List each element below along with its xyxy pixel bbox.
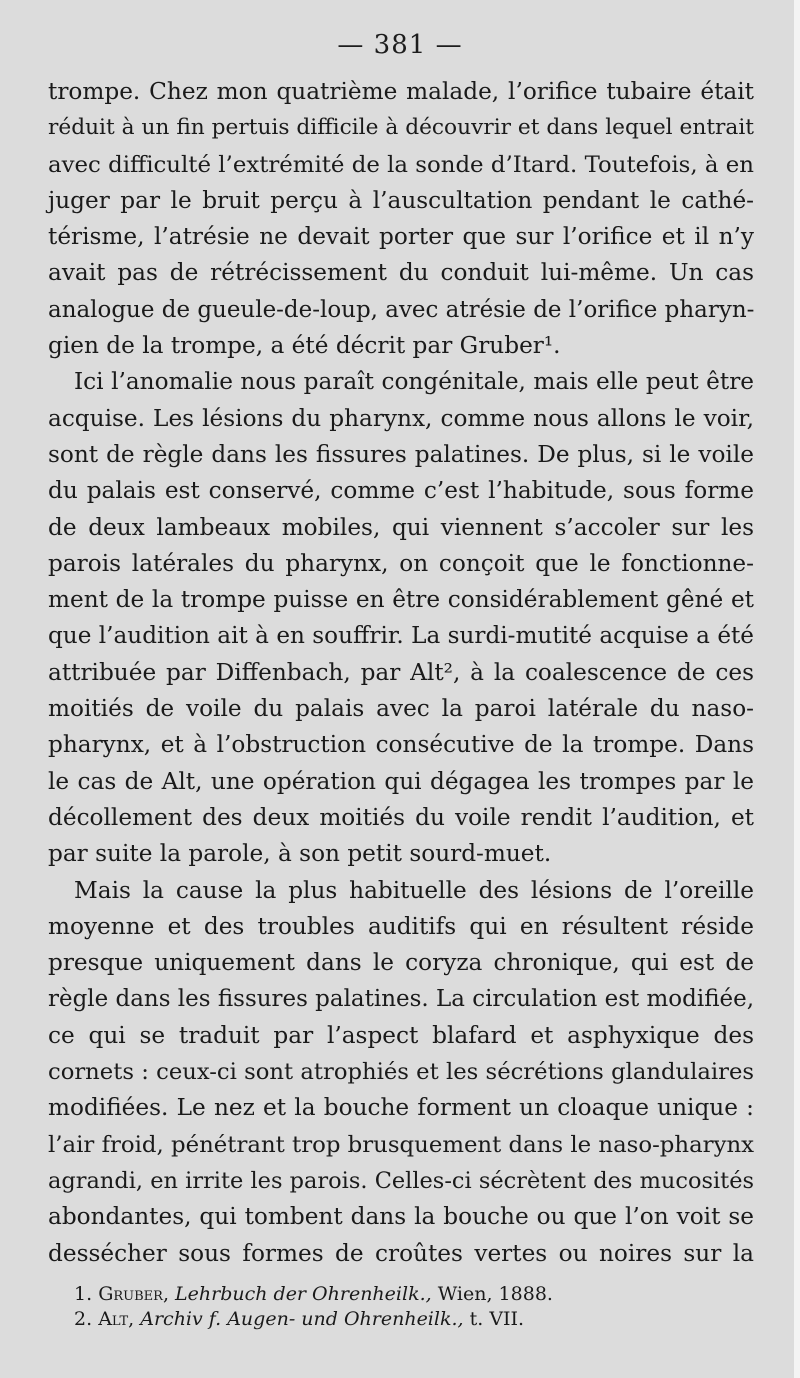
footnote (74, 1282, 754, 1307)
footnote-details: Wien, 1888. (437, 1283, 553, 1305)
text-line: acquise. Les lésions du pharynx, comme nous allons le voir, (48, 404, 754, 432)
text-line: Mais la cause la plus habituelle des lésions de l’oreille (74, 876, 754, 904)
footnote-details: t. VII. (469, 1308, 525, 1330)
text-line: ment de la trompe puisse en être considérablement gêné et (48, 586, 754, 614)
footnote-title: Archiv f. Augen- und Ohrenheilk., (140, 1308, 464, 1330)
text-line: modifiées. Le nez et la bouche forment un cloaque unique : (48, 1094, 754, 1122)
text-line: térisme, l’atrésie ne devait porter que sur l’orifice et il n’y (48, 223, 754, 251)
text-line: avec difficulté l’extrémité de la sonde d’Itard. Toutefois, à en (48, 151, 754, 178)
page-edge (794, 0, 800, 1378)
text-line: agrandi, en irrite les parois. Celles-ci sécrètent des mucosités (48, 1167, 754, 1194)
footnote-author: Alt, (98, 1308, 135, 1330)
footnote-title: Lehrbuch der Ohrenheilk., (175, 1283, 432, 1305)
footnotes (74, 1282, 754, 1332)
text-line: décollement des deux moitiés du voile rendit l’audition, et (48, 803, 754, 831)
text-line: cornets : ceux-ci sont atrophiés et les sécrétions glandulaires (48, 1059, 754, 1086)
text-line: moitiés de voile du palais avec la paroi latérale du naso- (48, 695, 754, 723)
text-line: pharynx, et à l’obstruction consécutive de la trompe. Dans (48, 731, 754, 759)
text-line: trompe. Chez mon quatrième malade, l’orifice tubaire était (48, 78, 754, 105)
text-line: parois latérales du pharynx, on conçoit que le fonctionne- (48, 549, 754, 577)
text-line: que l’audition ait à en souffrir. La surdi-mutité acquise a été (48, 623, 754, 650)
footnote-number: 2. (74, 1308, 93, 1330)
text-line: le cas de Alt, une opération qui dégagea les trompes par le (48, 767, 754, 795)
footnote-author: Gruber, (98, 1283, 169, 1305)
text-line: règle dans les fissures palatines. La circulation est modifiée, (48, 986, 754, 1013)
text-line: l’air froid, pénétrant trop brusquement dans le naso-pharynx (48, 1131, 754, 1158)
page-number: — 381 — (337, 30, 463, 60)
text-line: attribuée par Diffenbach, par Alt², à la coalescence de ces (48, 658, 754, 686)
text-line: moyenne et des troubles auditifs qui en résultent réside (48, 912, 754, 940)
text-line: avait pas de rétrécissement du conduit lui-même. Un cas (48, 259, 754, 287)
text-line: réduit à un fin pertuis difficile à découvrir et dans lequel entrait (48, 115, 754, 141)
text-line: dessécher sous formes de croûtes vertes ou noires sur la (48, 1239, 754, 1267)
text-line: abondantes, qui tombent dans la bouche ou que l’on voit se (48, 1203, 754, 1231)
text-line: du palais est conservé, comme c’est l’habitude, sous forme (48, 477, 754, 505)
text-line: presque uniquement dans le coryza chronique, qui est de (48, 949, 754, 977)
text-line: par suite la parole, à son petit sourd-muet. (48, 840, 552, 868)
text-line: analogue de gueule-de-loup, avec atrésie de l’orifice pharyn- (48, 296, 755, 323)
text-line: ce qui se traduit par l’aspect blafard et asphyxique des (48, 1021, 754, 1049)
text-line: sont de règle dans les fissures palatines. De plus, si le voile (48, 440, 754, 468)
body-text (48, 74, 754, 1272)
text-line: Ici l’anomalie nous paraît congénitale, mais elle peut être (74, 368, 754, 396)
footnote (74, 1307, 754, 1332)
footnote-number: 1. (74, 1283, 93, 1305)
text-line: juger par le bruit perçu à l’auscultation pendant le cathé- (48, 186, 754, 214)
text-line: de deux lambeaux mobiles, qui viennent s’accoler sur les (48, 513, 754, 541)
text-line: gien de la trompe, a été décrit par Gruber¹. (48, 332, 561, 360)
